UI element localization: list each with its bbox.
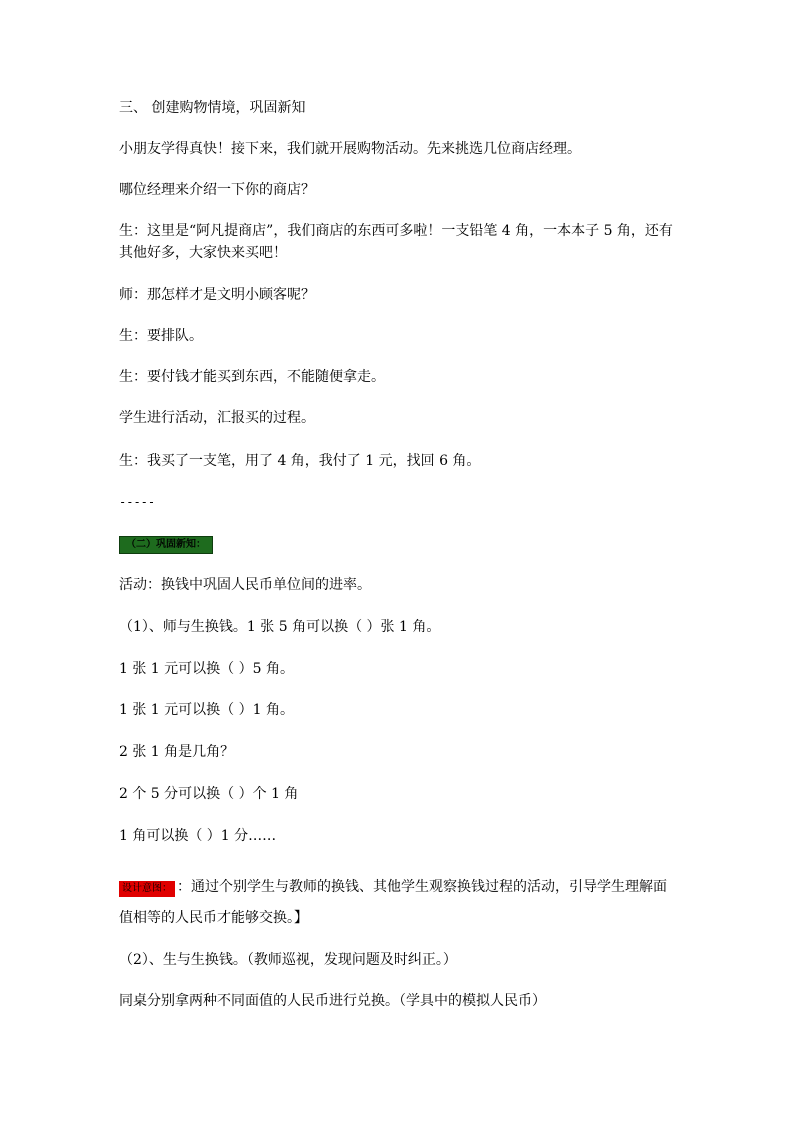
paragraph: 学生进行活动，汇报买的过程。: [119, 410, 315, 426]
exercise-item: 1 张 1 元可以换（ ）5 角。: [119, 661, 294, 677]
paragraph: 生：我买了一支笔，用了 4 角，我付了 1 元，找回 6 角。: [119, 453, 481, 469]
paragraph: 生：要排队。: [119, 328, 203, 344]
paragraph: 师：那怎样才是文明小顾客呢？: [119, 287, 315, 303]
section-label: （二）巩固新知：: [119, 536, 213, 554]
paragraph: 生：要付钱才能买到东西，不能随便拿走。: [119, 369, 385, 385]
paragraph: 小朋友学得真快！接下来，我们就开展购物活动。先来挑选几位商店经理。: [119, 141, 581, 157]
paragraph: （2）、生与生换钱。（教师巡视，发现问题及时纠正。）: [119, 952, 457, 968]
exercise-item: 2 张 1 角是几角？: [119, 744, 235, 760]
design-intent-text: ：通过个别学生与教师的换钱、其他学生观察换钱过程的活动，引导学生理解面: [177, 879, 667, 895]
exercise-item: 1 张 1 元可以换（ ）1 角。: [119, 702, 294, 718]
paragraph: 生：这里是“阿凡提商店”，我们商店的东西可多啦！一支铅笔 4 角，一本本子 5 角，还有: [119, 223, 673, 239]
paragraph: 同桌分别拿两种不同面值的人民币进行兑换。（学具中的模拟人民币）: [119, 993, 546, 1009]
paragraph: 活动：换钱中巩固人民币单位间的进率。: [119, 577, 371, 593]
design-intent-label: 设计意图：: [119, 881, 175, 897]
exercise-item: （1）、师与生换钱。1 张 5 角可以换（ ）张 1 角。: [119, 619, 441, 635]
section-heading: 三、 创建购物情境，巩固新知: [119, 100, 306, 116]
exercise-item: 2 个 5 分可以换（ ）个 1 角: [119, 786, 299, 802]
paragraph-continuation: 其他好多，大家快来买吧！: [119, 245, 287, 261]
design-intent-row: [119, 877, 679, 897]
paragraph-continuation: 值相等的人民币才能够交换。】: [119, 910, 308, 926]
separator: -----: [119, 495, 156, 509]
paragraph: 哪位经理来介绍一下你的商店？: [119, 182, 315, 198]
section-label-row: [119, 533, 679, 554]
exercise-item: 1 角可以换（ ）1 分……: [119, 828, 277, 844]
